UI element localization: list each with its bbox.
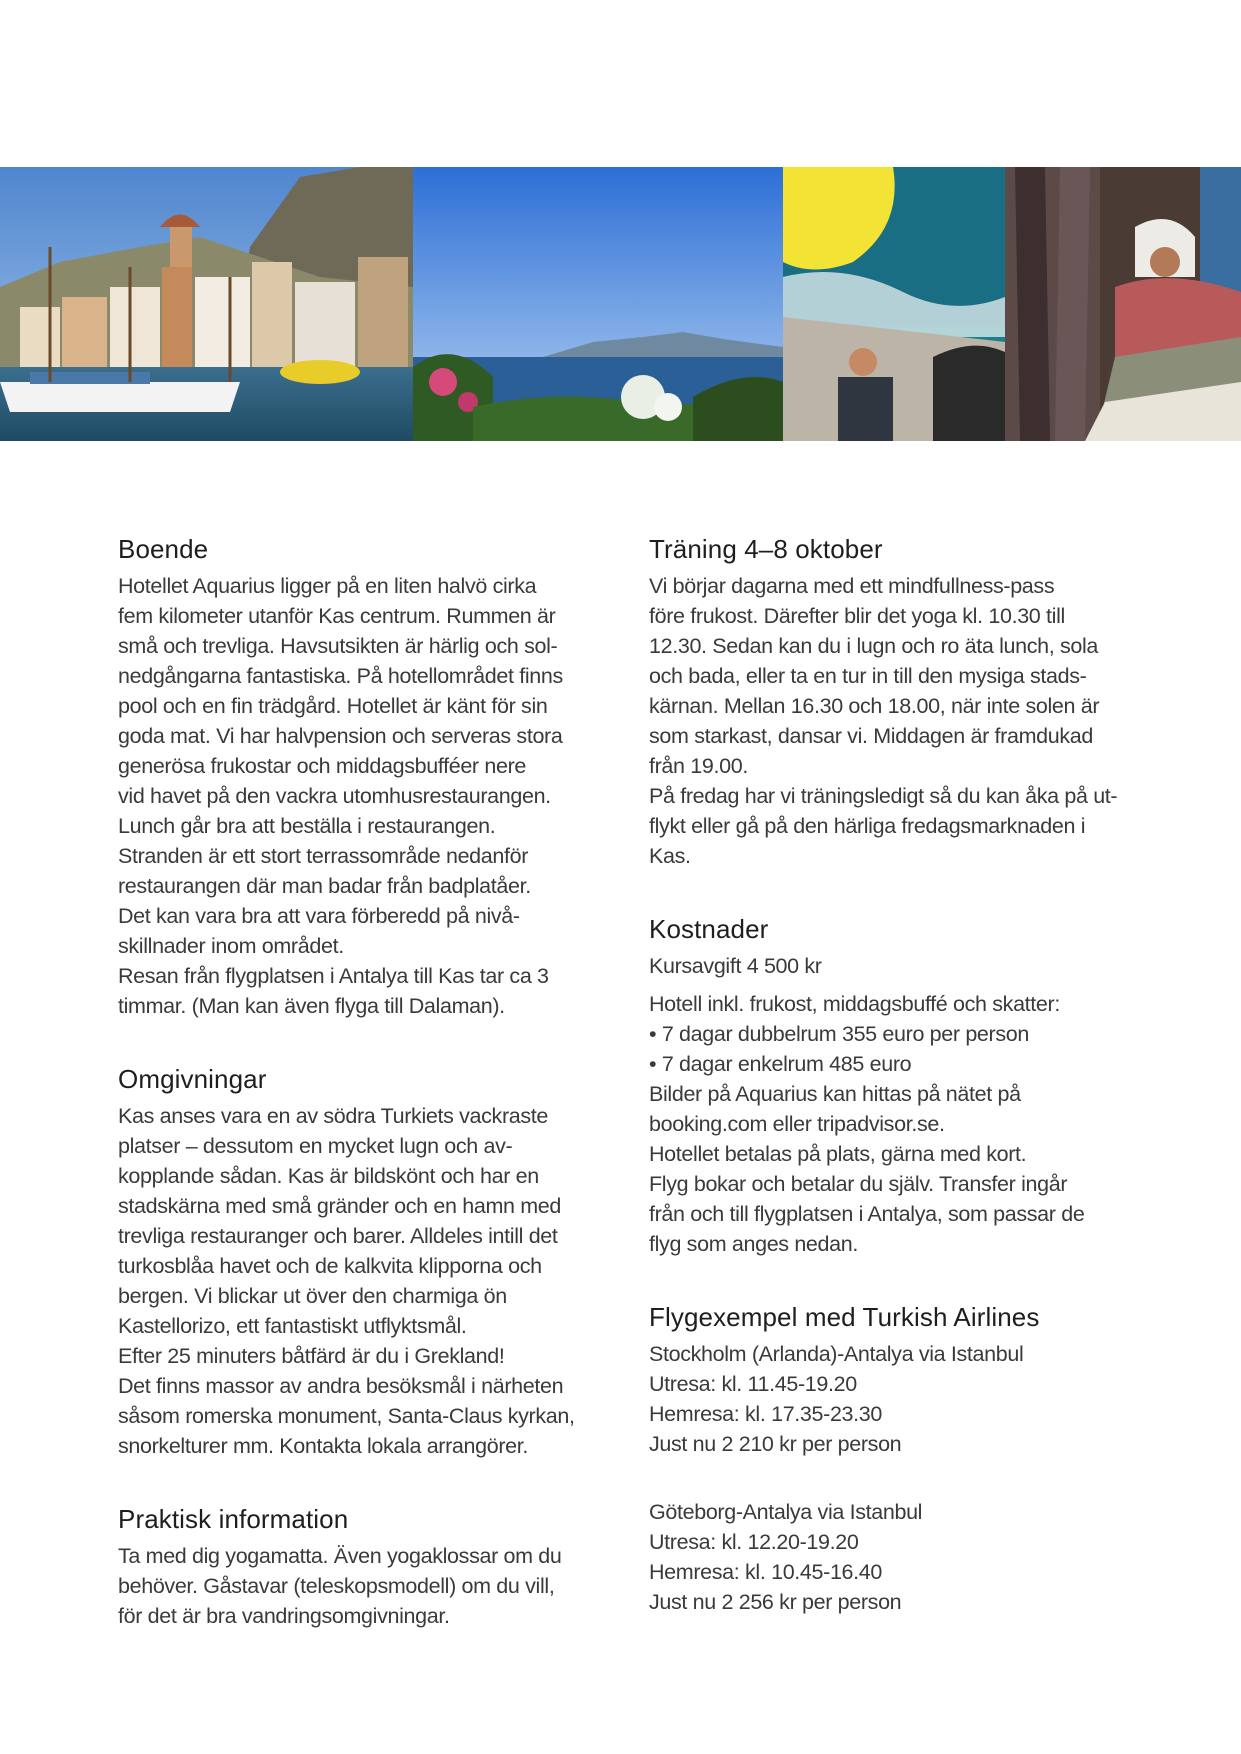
section-boende: [118, 533, 598, 1021]
flyg-heading: Flygexempel med Turkish Airlines: [649, 1302, 1040, 1332]
section-omgivningar: [118, 1063, 598, 1461]
section-praktisk-information: [118, 1503, 598, 1631]
photo-market-woman: [1005, 167, 1241, 441]
section-traning: [649, 533, 1129, 871]
section-kostnader: [649, 913, 1129, 1259]
photo-sea-view: [413, 167, 783, 441]
section-flygexempel: [649, 1301, 1129, 1617]
traning-heading: Träning 4–8 oktober: [649, 534, 883, 564]
photo-strip: [0, 167, 1241, 441]
boende-text: Hotellet Aquarius ligger på en liten halvö cirka fem kilometer utanför Kas centrum. Rummen är små och trevliga. Havsutsikten är härlig och sol- nedgångarna fantastiska. På hotellområdet finns pool och en fin trädgård. Hotellet är känt för sin goda mat. Vi har halvpension och serveras stora generösa frukostar och middagsbufféer nere vid havet på den vackra utomhusrestaurangen. Lunch går bra att beställa i restaurangen. Stranden är ett stort terrassområde nedanför restaurangen där man badar från badplatåer. Det kan vara bra att vara förberedd på nivå- skillnader inom området. Resan från flygplatsen i Antalya till Kas tar ca 3 timmar. (Man kan även flyga till Dalaman).: [118, 574, 563, 1018]
traning-text: Vi börjar dagarna med ett mindfullness-pass före frukost. Därefter blir det yoga kl. 10.30 till 12.30. Sedan kan du i lugn och ro äta lunch, sola och bada, eller ta en tur in till den mysiga stads- kärnan. Mellan 16.30 och 18.00, när inte solen är som starkast, dansar vi. Middagen är framdukad från 19.00. På fredag har vi träningsledigt så du kan åka på ut- flykt eller gå på den härliga fredagsmarknaden i Kas.: [649, 574, 1118, 868]
omgivningar-heading: Omgivningar: [118, 1064, 267, 1094]
kostnader-text: Hotell inkl. frukost, middagsbuffé och skatter: • 7 dagar dubbelrum 355 euro per person • 7 dagar enkelrum 485 euro Bilder på Aquarius kan hittas på nätet på booking.com eller tripadvisor.se. Hotellet betalas på plats, gärna med kort. Flyg bokar och betalar du själv. Transfer ingår från och till flygplatsen i Antalya, som passar de flyg som anges nedan.: [649, 989, 1129, 1259]
right-column: [649, 533, 1129, 1617]
praktisk-text: Ta med dig yogamatta. Även yogaklossar om du behöver. Gåstavar (teleskopsmodell) om du vill, för det är bra vandringsomgivningar.: [118, 1544, 562, 1628]
omgivningar-text: Kas anses vara en av södra Turkiets vackraste platser – dessutom en mycket lugn och av- kopplande sådan. Kas är bildskönt och har en stadskärna med små gränder och en hamn med trevliga restauranger och barer. Alldeles intill det turkosblåa havet och de kalkvita klipporna och bergen. Vi blickar ut över den charmiga ön Kastellorizo, ett fantastiskt utflyktsmål. Efter 25 minuters båtfärd är du i Grekland! Det finns massor av andra besöksmål i närheten såsom romerska monument, Santa-Claus kyrkan, snorkelturer mm. Kontakta lokala arrangörer.: [118, 1104, 575, 1458]
left-column: [118, 533, 598, 1631]
bullet-item: • 7 dagar enkelrum 485 euro: [649, 1052, 911, 1076]
praktisk-heading: Praktisk information: [118, 1504, 349, 1534]
boende-heading: Boende: [118, 534, 209, 564]
kursavgift: Kursavgift 4 500 kr: [649, 954, 822, 978]
photo-coast-umbrella: [783, 167, 1005, 441]
flyg-stockholm: Stockholm (Arlanda)-Antalya via Istanbul Utresa: kl. 11.45-19.20 Hemresa: kl. 17.35-23.30 Just nu 2 210 kr per person: [649, 1342, 1024, 1456]
photo-harbour-village: [0, 167, 413, 441]
flyg-goteborg: Göteborg-Antalya via Istanbul Utresa: kl. 12.20-19.20 Hemresa: kl. 10.45-16.40 Just nu 2 256 kr per person: [649, 1500, 923, 1614]
bullet-item: • 7 dagar dubbelrum 355 euro per person: [649, 1022, 1029, 1046]
kostnader-heading: Kostnader: [649, 914, 769, 944]
